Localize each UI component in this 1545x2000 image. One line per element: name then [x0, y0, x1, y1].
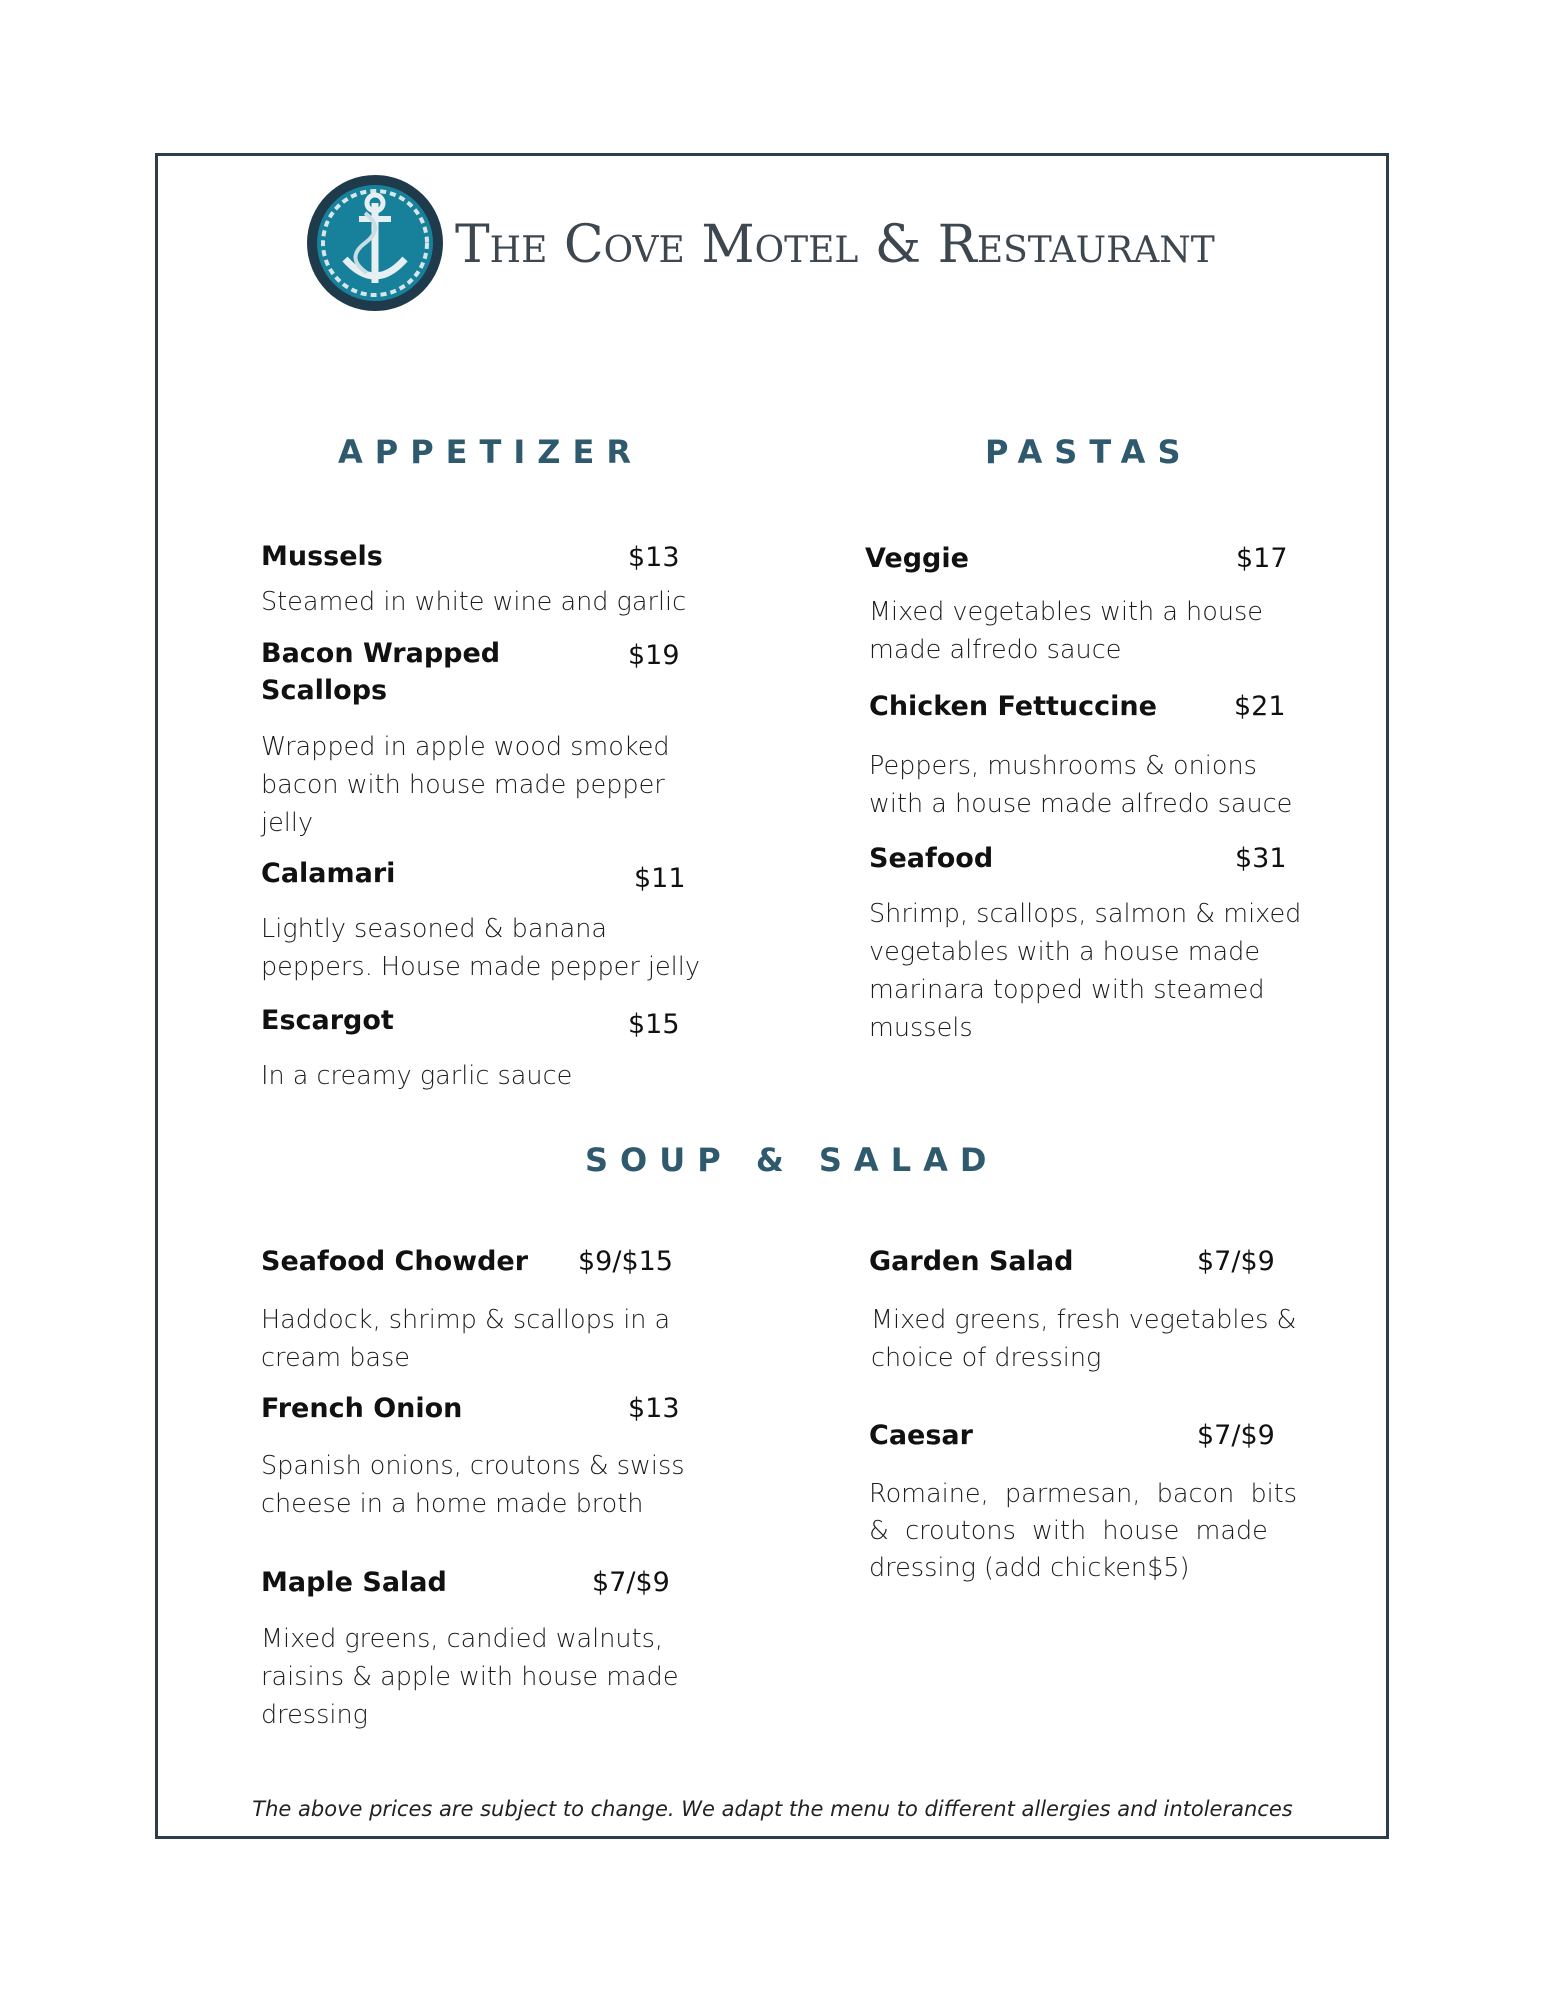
item-desc-escargot: In a creamy garlic sauce — [261, 1061, 573, 1091]
item-desc-caesar-line2: & croutons with house made — [869, 1516, 1268, 1546]
item-desc-maple-salad: Mixed greens, candied walnuts, — [261, 1624, 663, 1654]
item-price-garden-salad: $7/$9 — [1197, 1246, 1275, 1277]
item-name-bacon-wrapped-scallops-line2: Scallops — [261, 675, 388, 706]
item-price-seafood-chowder: $9/$15 — [578, 1246, 673, 1277]
section-title-soup-salad: SOUP & SALAD — [585, 1141, 999, 1179]
item-price-bacon-wrapped-scallops: $19 — [628, 640, 680, 671]
item-name-veggie: Veggie — [865, 543, 969, 574]
item-name-mussels: Mussels — [261, 541, 383, 572]
item-name-french-onion: French Onion — [261, 1393, 463, 1424]
item-desc-seafood-chowder-line2: cream base — [261, 1343, 410, 1373]
item-desc-french-onion: Spanish onions, croutons & swiss — [261, 1451, 685, 1481]
section-title-appetizer: APPETIZER — [338, 433, 643, 471]
item-price-french-onion: $13 — [628, 1393, 680, 1424]
item-desc-mussels: Steamed in white wine and garlic — [261, 587, 687, 617]
item-price-chicken-fettuccine: $21 — [1234, 691, 1286, 722]
item-desc-veggie: Mixed vegetables with a house — [869, 597, 1263, 627]
item-desc-bacon-wrapped-scallops-line2: bacon with house made pepper — [261, 770, 665, 800]
item-name-escargot: Escargot — [261, 1005, 394, 1036]
item-desc-french-onion-line2: cheese in a home made broth — [261, 1489, 644, 1519]
item-price-calamari: $11 — [634, 863, 686, 894]
item-desc-seafood-line4: mussels — [869, 1013, 973, 1043]
item-name-calamari: Calamari — [261, 858, 396, 889]
item-desc-seafood: Shrimp, scallops, salmon & mixed — [869, 899, 1302, 929]
item-desc-garden-salad: Mixed greens, fresh vegetables & — [871, 1305, 1297, 1335]
item-price-escargot: $15 — [628, 1009, 680, 1040]
item-name-seafood-chowder: Seafood Chowder — [261, 1246, 529, 1277]
item-name-bacon-wrapped-scallops: Bacon Wrapped — [261, 638, 501, 669]
footer-disclaimer: The above prices are subject to change. We adapt the menu to different allergies and intolerances — [252, 1797, 1293, 1821]
item-name-garden-salad: Garden Salad — [869, 1246, 1074, 1277]
item-price-maple-salad: $7/$9 — [592, 1567, 670, 1598]
item-name-chicken-fettuccine: Chicken Fettuccine — [869, 691, 1157, 722]
item-name-caesar: Caesar — [869, 1420, 973, 1451]
item-desc-garden-salad-line2: choice of dressing — [871, 1343, 1102, 1373]
item-desc-veggie-line2: made alfredo sauce — [869, 635, 1122, 665]
brand-name: The Cove Motel & Restaurant — [455, 215, 1215, 275]
item-desc-bacon-wrapped-scallops-line3: jelly — [261, 808, 314, 838]
item-desc-maple-salad-line3: dressing — [261, 1700, 368, 1730]
item-desc-seafood-line3: marinara topped with steamed — [869, 975, 1265, 1005]
item-name-maple-salad: Maple Salad — [261, 1567, 447, 1598]
header-logo — [305, 173, 1245, 318]
item-desc-caesar: Romaine, parmesan, bacon bits — [869, 1479, 1298, 1509]
item-desc-caesar-line3: dressing (add chicken$5) — [869, 1553, 1190, 1583]
item-desc-seafood-line2: vegetables with a house made — [869, 937, 1261, 967]
anchor-seal-icon — [305, 173, 445, 313]
item-price-mussels: $13 — [628, 542, 680, 573]
item-desc-calamari-line2: peppers. House made pepper jelly — [261, 952, 700, 982]
section-title-pastas: PASTAS — [985, 433, 1193, 471]
item-desc-bacon-wrapped-scallops: Wrapped in apple wood smoked — [261, 732, 670, 762]
item-desc-chicken-fettuccine-line2: with a house made alfredo sauce — [869, 789, 1293, 819]
item-price-veggie: $17 — [1236, 543, 1288, 574]
item-desc-calamari: Lightly seasoned & banana — [261, 914, 608, 944]
item-price-seafood: $31 — [1235, 843, 1287, 874]
item-desc-seafood-chowder: Haddock, shrimp & scallops in a — [261, 1305, 671, 1335]
item-name-seafood: Seafood — [869, 843, 994, 874]
item-desc-maple-salad-line2: raisins & apple with house made — [261, 1662, 679, 1692]
item-desc-chicken-fettuccine: Peppers, mushrooms & onions — [869, 751, 1257, 781]
item-price-caesar: $7/$9 — [1197, 1420, 1275, 1451]
